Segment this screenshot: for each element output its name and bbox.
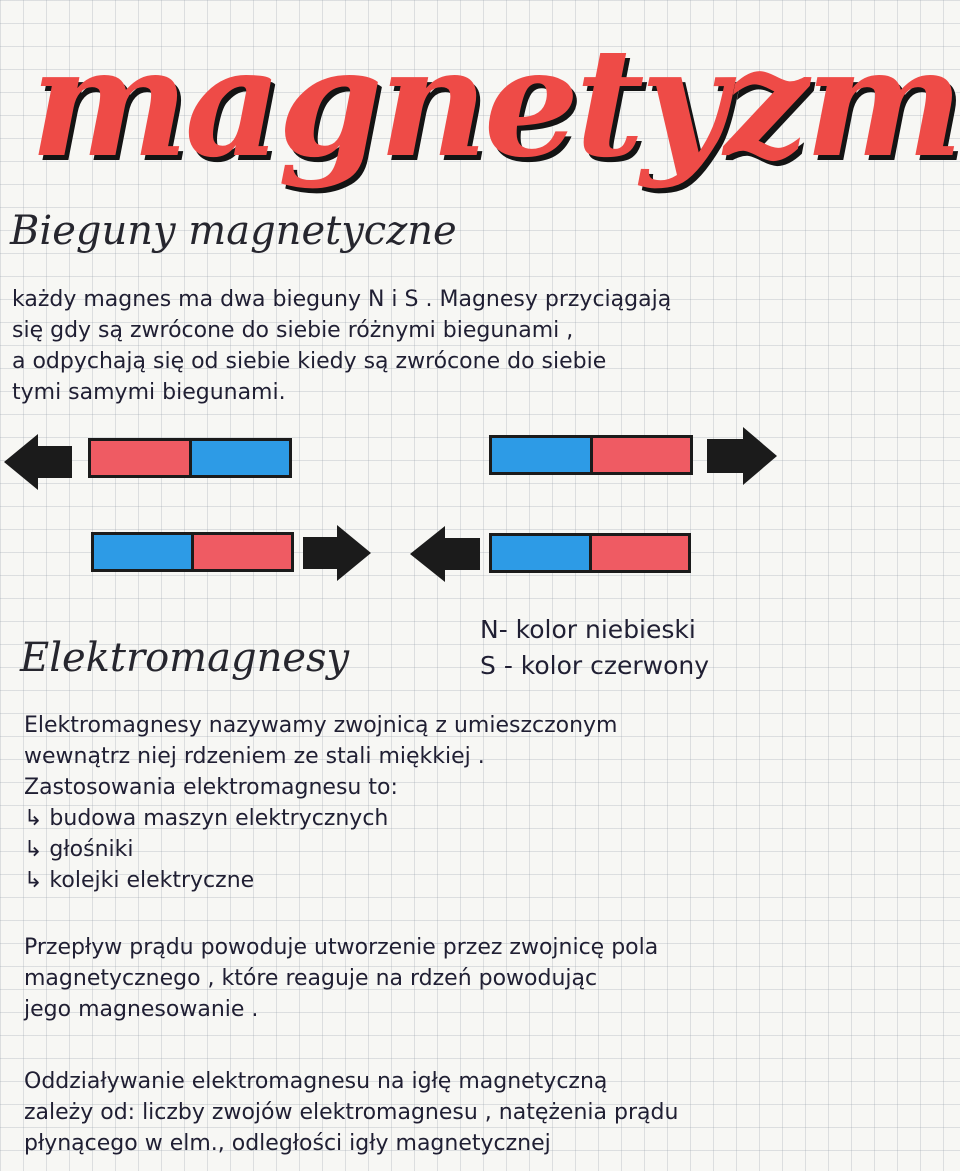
page-title: magnetyzm: [30, 15, 960, 191]
magnet-top-right: [489, 435, 693, 475]
magnet-top-left: [88, 438, 292, 478]
magnet-bottom-right: [489, 533, 691, 573]
paragraph-needle-interaction: [24, 1066, 678, 1159]
magnet-bottom-left: [91, 532, 294, 572]
pole-south: [91, 441, 189, 475]
pole-south: [590, 438, 691, 472]
legend-north: N- kolor niebieski: [480, 615, 696, 644]
pole-north: [492, 438, 590, 472]
list-item: ↳ budowa maszyn elektrycznych: [24, 806, 389, 831]
pole-north: [492, 536, 589, 570]
arrow-right-icon: [707, 425, 777, 487]
arrow-left-icon: [4, 432, 72, 492]
text-line: zależy od: liczby zwojów elektromagnesu , natężenia prądu: [24, 1100, 679, 1125]
heading-magnetic-poles: Bieguny magnetyczne: [10, 208, 457, 254]
text-line: wewnątrz niej rdzeniem ze stali miękkiej .: [24, 744, 485, 769]
pole-north: [94, 535, 191, 569]
pole-south: [589, 536, 689, 570]
list-item: ↳ głośniki: [24, 837, 134, 862]
pole-north: [189, 441, 290, 475]
text-line: a odpychają się od siebie kiedy są zwrócone do siebie: [12, 349, 607, 374]
text-line: płynącego w elm., odległości igły magnetycznej: [24, 1131, 551, 1156]
text-line: się gdy są zwrócone do siebie różnymi biegunami ,: [12, 318, 574, 343]
text-line: Oddziaływanie elektromagnesu na igłę magnetyczną: [24, 1069, 608, 1094]
paragraph-poles: [12, 284, 671, 408]
list-item: ↳ kolejki elektryczne: [24, 868, 255, 893]
heading-electromagnets: Elektromagnesy: [20, 635, 350, 681]
text-line: jego magnesowanie .: [24, 997, 259, 1022]
text-line: Przepływ prądu powoduje utworzenie przez zwojnicę pola: [24, 935, 659, 960]
text-line: magnetycznego , które reaguje na rdzeń powodując: [24, 966, 598, 991]
arrow-right-icon: [303, 523, 371, 583]
text-line: każdy magnes ma dwa bieguny N i S . Magnesy przyciągają: [12, 287, 672, 312]
paragraph-current-flow: [24, 932, 658, 1025]
text-line: Zastosowania elektromagnesu to:: [24, 775, 398, 800]
text-line: Elektromagnesy nazywamy zwojnicą z umieszczonym: [24, 713, 618, 738]
legend-south: S - kolor czerwony: [480, 651, 710, 680]
text-line: tymi samymi biegunami.: [12, 380, 286, 405]
paragraph-electromagnets: [24, 710, 617, 896]
color-legend: [480, 612, 709, 684]
pole-south: [191, 535, 291, 569]
arrow-left-icon: [410, 524, 480, 584]
